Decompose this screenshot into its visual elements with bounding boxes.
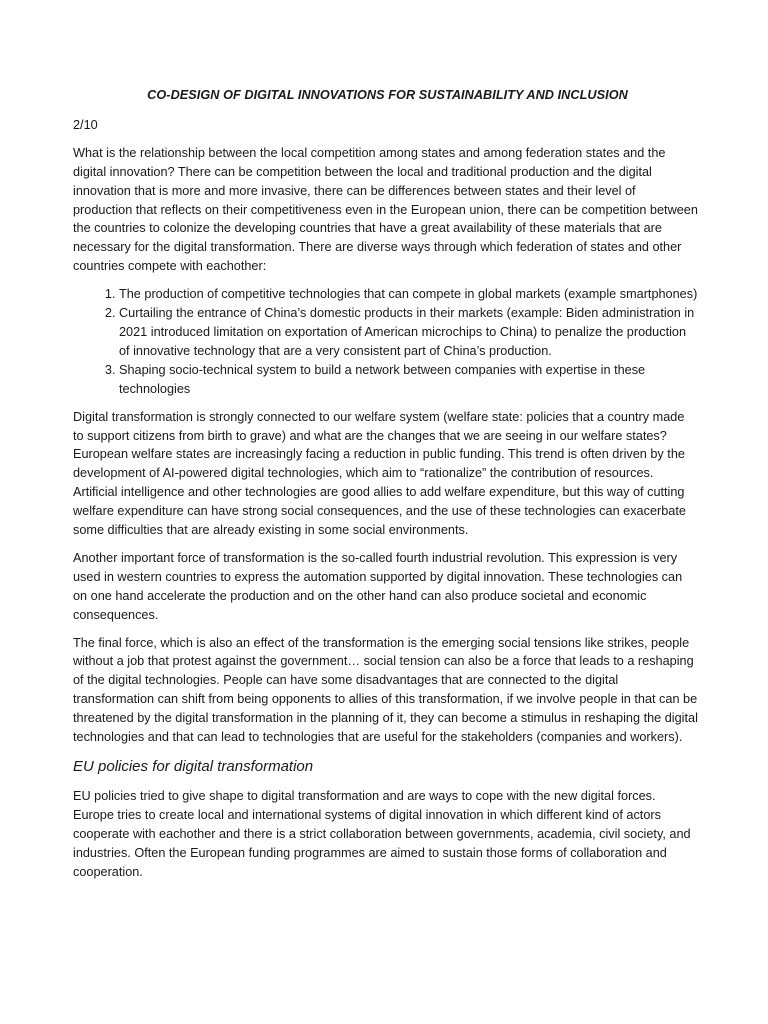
competition-list — [73, 285, 698, 398]
intro-paragraph: What is the relationship between the local competition among states and among federation states and the digital innovation? There can be competition between the local and traditional production and the digital innovation that is more and more invasive, there can be differences between states and their level of production that reflects on their competitiveness even in the European union, there can be competition between the countries to colonize the developing countries that have a great availability of these materials that are necessary for the digital transformation. There are diverse ways through which federation of states and other countries compete with eachother: — [73, 145, 698, 274]
document-page — [73, 86, 698, 882]
social-tensions-paragraph: The final force, which is also an effect of the transformation is the emerging social tensions like strikes, people without a job that protest against the government… social tension can also be a force that leads to a reshaping of the digital technologies. People can have some disadvantages that are connected to the digital transformation can shift from being opponents to allies of this transformation, if we involve people in that can be threatened by the digital transformation in the planning of it, they can become a stimulus in reshaping the digital technologies and that can lead to technologies that are useful for the stakeholders (companies and workers). — [73, 635, 698, 745]
document-title: CO-DESIGN OF DIGITAL INNOVATIONS FOR SUSTAINABILITY AND INCLUSION — [147, 88, 628, 102]
page-number: 2/10 — [73, 117, 98, 132]
list-item: 2. Curtailing the entrance of China’s domestic products in their markets (example: Biden administration in 2021 introduced limitation on exportation of American microchips to China) to penalize the production of innovative technology that are a very consistent part of China’s production. — [119, 304, 698, 361]
welfare-paragraph: Digital transformation is strongly connected to our welfare system (welfare state: policies that a country made to support citizens from birth to grave) and what are the changes that we are seeing in our welfare states? European welfare states are increasingly facing a reduction in public funding. This trend is often driven by the development of AI-powered digital technologies, which aim to “rationalize” the contribution of resources. Artificial intelligence and other technologies are good allies to add welfare expenditure, but this way of cutting welfare expenditure can have strong social consequences, and the use of these technologies can exacerbate some difficulties that are already existing in some social environments. — [73, 409, 686, 538]
list-item: 1. The production of competitive technologies that can compete in global markets (example smartphones) — [119, 285, 698, 304]
section-heading: EU policies for digital transformation — [73, 758, 314, 775]
list-item: 3. Shaping socio-technical system to build a network between companies with expertise in these technologies — [119, 361, 698, 399]
industrial-revolution-paragraph: Another important force of transformation is the so-called fourth industrial revolution. This expression is very used in western countries to express the automation supported by digital innovation. These technologies can on one hand accelerate the production and on the other hand can also produce societal and economic consequences. — [73, 550, 683, 622]
eu-policies-paragraph: EU policies tried to give shape to digital transformation and are ways to cope with the new digital forces. Europe tries to create local and international systems of digital innovation in which different kind of actors cooperate with eachother and there is a strict collaboration between governments, academia, civil society, and industries. Often the European funding programmes are aimed to sustain those forms of collaboration and cooperation. — [73, 789, 691, 879]
